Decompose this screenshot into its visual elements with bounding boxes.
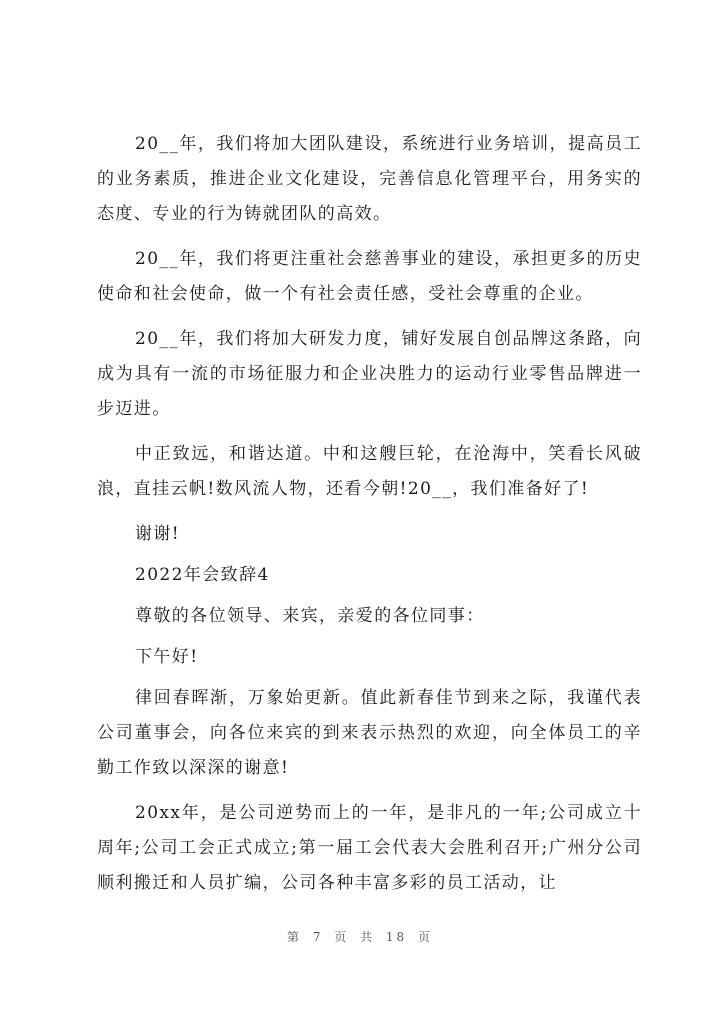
paragraph-team-building: 20__年，我们将加大团队建设，系统进行业务培训，提高员工的业务素质，推进企业文化建设，完善信息化管理平台，用务实的态度、专业的行为铸就团队的高效。 <box>97 134 642 224</box>
document-body <box>97 127 642 911</box>
page-number-footer: 第 7 页 共 18 页 <box>287 930 433 944</box>
paragraph-new-year-welcome: 律回春晖渐，万象始更新。值此新春佳节到来之际，我谨代表公司董事会，向各位来宾的到来表示热烈的欢迎，向全体员工的辛勤工作致以深深的谢意! <box>97 688 642 778</box>
paragraph-social-responsibility: 20__年，我们将更注重社会慈善事业的建设，承担更多的历史使命和社会使命，做一个有社会责任感，受社会尊重的企业。 <box>97 249 642 304</box>
paragraph-salutation: 尊敬的各位领导、来宾，亲爱的各位同事： <box>135 606 485 626</box>
paragraph-greeting: 下午好! <box>135 647 199 667</box>
paragraph-thanks: 谢谢! <box>135 524 181 544</box>
paragraph-year-review: 20xx年，是公司逆势而上的一年，是非凡的一年;公司成立十周年;公司工会正式成立;第一届工会代表大会胜利召开;广州分公司顺利搬迁和人员扩编，公司各种丰富多彩的员工活动，让 <box>97 803 642 893</box>
paragraph-research-development: 20__年，我们将加大研发力度，铺好发展自创品牌这条路，向成为具有一流的市场征服力和企业决胜力的运动行业零售品牌进一步迈进。 <box>97 329 642 419</box>
section-heading: 2022年会致辞4 <box>135 565 270 585</box>
paragraph-closing-vision: 中正致远，和谐达道。中和这艘巨轮，在沧海中，笑看长风破浪，直挂云帆!数风流人物，还看今朝!20__，我们准备好了! <box>97 444 642 499</box>
